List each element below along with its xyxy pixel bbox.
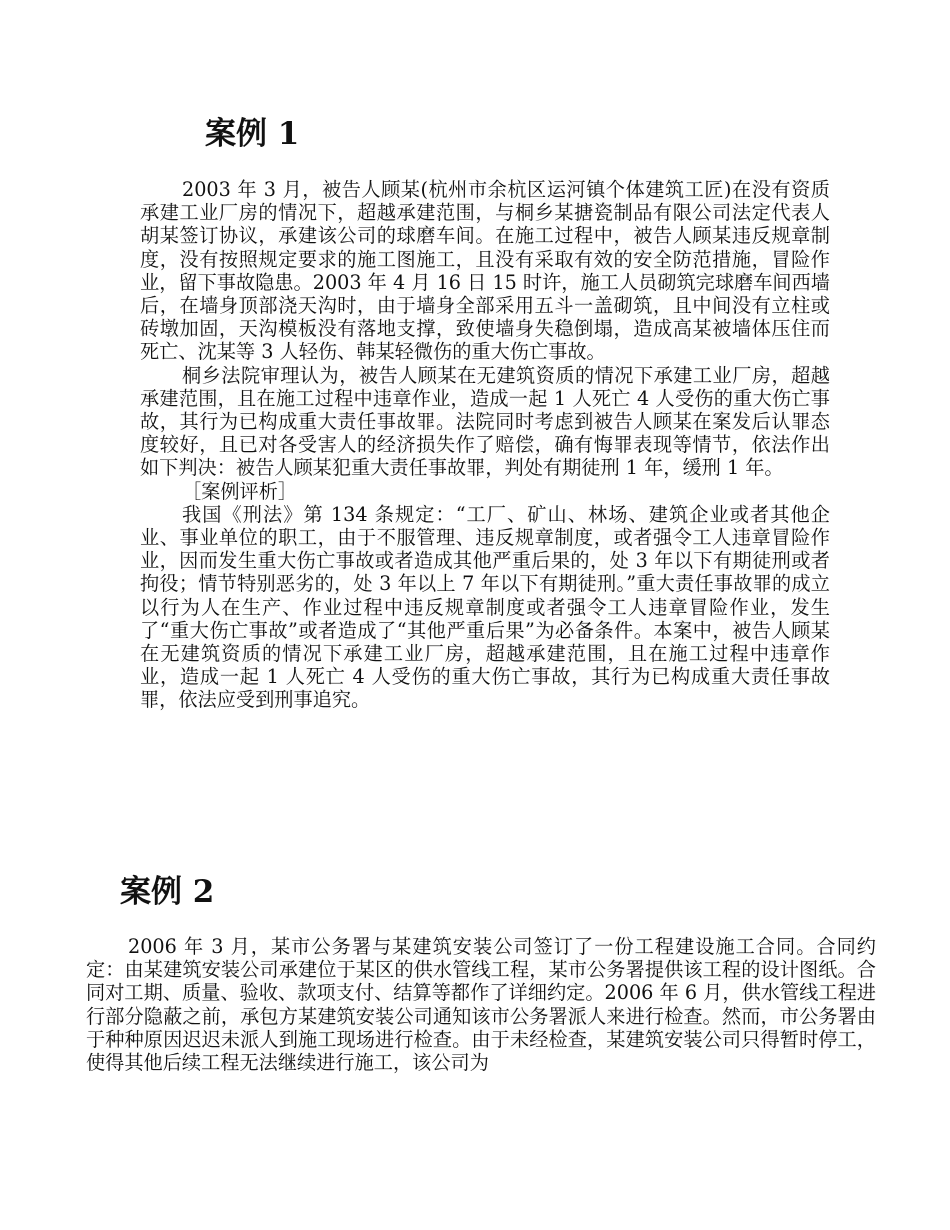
case2-paragraph-facts: 2006 年 3 月，某市公务署与某建筑安装公司签订了一份工程建设施工合同。合同约定：由某建筑安装公司承建位于某区的供水管线工程，某市公务署提供该工程的设计图纸。合同对工期、质量、验收、款项支付、结算等都作了详细约定。2006 年 6 月，供水管线工程进行部分隐蔽之前，承包方某建筑安装公司通知该市公务署派人来进行检查。然而，市公务署由于种种原因迟迟未派人到施工现场进行检查。由于未经检查，某建筑安装公司只得暂时停工，使得其他后续工程无法继续进行施工，该公司为 [86,935,876,1075]
case2-title: 案例 2 [120,874,215,910]
case1-paragraph-facts: 2003 年 3 月，被告人顾某(杭州市余杭区运河镇个体建筑工匠)在没有资质承建工业厂房的情况下，超越承建范围，与桐乡某搪瓷制品有限公司法定代表人胡某签订协议，承建该公司的球磨车间。在施工过程中，被告人顾某违反规章制度，没有按照规定要求的施工图施工，且没有采取有效的安全防范措施，冒险作业，留下事故隐患。2003 年 4 月 16 日 15 时许，施工人员砌筑完球磨车间西墙后，在墙身顶部浇天沟时，由于墙身全部采用五斗一盖砌筑，且中间没有立柱或砖墩加固，天沟模板没有落地支撑，致使墙身失稳倒塌，造成高某被墙体压住而死亡、沈某等 3 人轻伤、韩某轻微伤的重大伤亡事故。 [140,178,830,364]
case1-paragraph-analysis: 我国《刑法》第 134 条规定：“工厂、矿山、林场、建筑企业或者其他企业、事业单位的职工，由于不服管理、违反规章制度，或者强令工人违章冒险作业，因而发生重大伤亡事故或者造成其他严重后果的，处 3 年以下有期徒刑或者拘役；情节特别恶劣的，处 3 年以上 7 年以下有期徒刑。”重大责任事故罪的成立以行为人在生产、作业过程中违反规章制度或者强令工人违章冒险作业，发生了“重大伤亡事故”或者造成了“其他严重后果”为必备条件。本案中，被告人顾某在无建筑资质的情况下承建工业厂房，超越承建范围，且在施工过程中违章作业，造成一起 1 人死亡 4 人受伤的重大伤亡事故，其行为已构成重大责任事故罪，依法应受到刑事追究。 [140,502,830,712]
case1-paragraph-judgment: 桐乡法院审理认为，被告人顾某在无建筑资质的情况下承建工业厂房，超越承建范围，且在施工过程中违章作业，造成一起 1 人死亡 4 人受伤的重大伤亡事故，其行为已构成重大责任事故罪。法院同时考虑到被告人顾某在案发后认罪态度较好，且已对各受害人的经济损失作了赔偿，确有悔罪表现等情节，依法作出如下判决：被告人顾某犯重大责任事故罪，判处有期徒刑 1 年，缓刑 1 年。 [140,363,830,480]
case2-body [86,935,876,1074]
case1-analysis-heading: ［案例评析］ [182,479,298,503]
case1-title: 案例 1 [205,116,300,152]
case1-body [140,178,830,712]
